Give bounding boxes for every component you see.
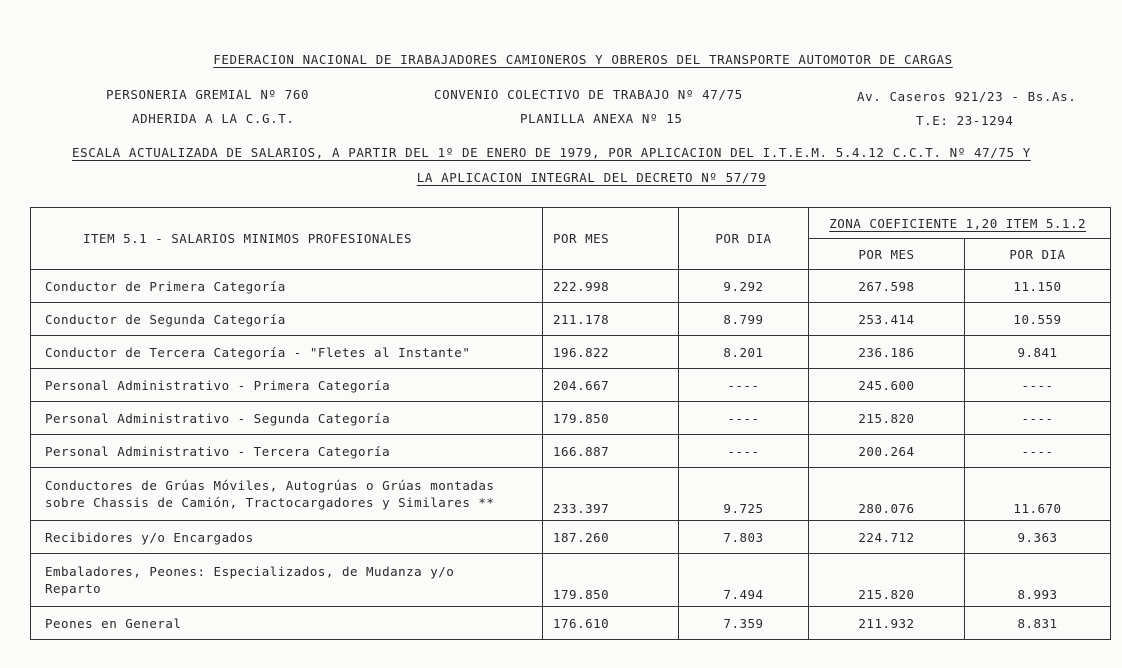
- header-item: ITEM 5.1 - SALARIOS MINIMOS PROFESIONALES: [31, 208, 543, 270]
- row-name-line-1: Embaladores, Peones: Especializados, de Mudanza y/o: [45, 564, 455, 579]
- row-zona-por-mes: 215.820: [809, 402, 965, 435]
- table-row: [31, 303, 1111, 336]
- row-por-mes: 233.397: [543, 468, 679, 521]
- header-zona-por-dia: POR DIA: [965, 239, 1111, 270]
- federation-title: FEDERACION NACIONAL DE IRABAJADORES CAMIONEROS Y OBREROS DEL TRANSPORTE AUTOMOTOR DE CARGAS: [213, 52, 953, 67]
- row-name: [31, 468, 543, 521]
- row-name: Personal Administrativo - Primera Categoría: [31, 369, 543, 402]
- row-name: Recibidores y/o Encargados: [31, 521, 543, 554]
- row-zona-por-dia: 9.363: [965, 521, 1111, 554]
- header-zona: ZONA COEFICIENTE 1,20 ITEM 5.1.2: [809, 208, 1111, 239]
- row-por-dia: 8.799: [679, 303, 809, 336]
- row-por-dia: 9.292: [679, 270, 809, 303]
- table-row: [31, 270, 1111, 303]
- table-row: [31, 521, 1111, 554]
- row-zona-por-mes: 211.932: [809, 607, 965, 640]
- row-por-mes: 211.178: [543, 303, 679, 336]
- row-zona-por-mes: 236.186: [809, 336, 965, 369]
- salary-table: [30, 207, 1111, 640]
- row-name: Personal Administrativo - Segunda Categoría: [31, 402, 543, 435]
- row-por-mes: 179.850: [543, 554, 679, 607]
- row-por-mes: 179.850: [543, 402, 679, 435]
- phone: T.E: 23-1294: [916, 113, 1014, 128]
- row-por-dia: ----: [679, 402, 809, 435]
- row-zona-por-dia: 8.831: [965, 607, 1111, 640]
- adherida-cgt: ADHERIDA A LA C.G.T.: [132, 111, 295, 126]
- row-name-line-2: sobre Chassis de Camión, Tractocargadores y Similares **: [45, 495, 495, 510]
- address: Av. Caseros 921/23 - Bs.As.: [857, 89, 1077, 104]
- row-zona-por-dia: 8.993: [965, 554, 1111, 607]
- table-row: [31, 336, 1111, 369]
- table-row: [31, 402, 1111, 435]
- row-name: [31, 554, 543, 607]
- personeria-gremial: PERSONERIA GREMIAL Nº 760: [106, 87, 310, 102]
- row-zona-por-dia: ----: [965, 402, 1111, 435]
- row-por-mes: 222.998: [543, 270, 679, 303]
- header-zona-por-mes: POR MES: [809, 239, 965, 270]
- table-row: [31, 369, 1111, 402]
- row-zona-por-mes: 224.712: [809, 521, 965, 554]
- header-por-mes: POR MES: [543, 208, 679, 270]
- row-por-mes: 196.822: [543, 336, 679, 369]
- table-row: [31, 468, 1111, 521]
- row-zona-por-mes: 215.820: [809, 554, 965, 607]
- row-por-dia: 7.803: [679, 521, 809, 554]
- row-por-dia: ----: [679, 369, 809, 402]
- header-por-dia: POR DIA: [679, 208, 809, 270]
- row-por-dia: ----: [679, 435, 809, 468]
- row-zona-por-mes: 280.076: [809, 468, 965, 521]
- table-row: [31, 607, 1111, 640]
- row-name: Conductor de Tercera Categoría - "Fletes al Instante": [31, 336, 543, 369]
- row-zona-por-dia: ----: [965, 435, 1111, 468]
- row-zona-por-dia: 10.559: [965, 303, 1111, 336]
- row-name: Conductor de Primera Categoría: [31, 270, 543, 303]
- row-zona-por-mes: 245.600: [809, 369, 965, 402]
- row-por-dia: 8.201: [679, 336, 809, 369]
- convenio-colectivo: CONVENIO COLECTIVO DE TRABAJO Nº 47/75: [434, 87, 743, 102]
- row-por-mes: 187.260: [543, 521, 679, 554]
- row-por-dia: 7.494: [679, 554, 809, 607]
- escala-heading: ESCALA ACTUALIZADA DE SALARIOS, A PARTIR DEL 1º DE ENERO DE 1979, POR APLICACION DEL I.T.E.M. 5.4.12 C.C.T. Nº 47/75 Y: [72, 145, 1031, 160]
- row-name-line-2: Reparto: [45, 581, 102, 596]
- row-zona-por-dia: 11.670: [965, 468, 1111, 521]
- planilla-anexa: PLANILLA ANEXA Nº 15: [520, 111, 683, 126]
- row-name: Peones en General: [31, 607, 543, 640]
- aplicacion-heading: LA APLICACION INTEGRAL DEL DECRETO Nº 57/79: [416, 170, 767, 185]
- row-por-dia: 7.359: [679, 607, 809, 640]
- row-zona-por-mes: 267.598: [809, 270, 965, 303]
- row-por-mes: 176.610: [543, 607, 679, 640]
- row-por-dia: 9.725: [679, 468, 809, 521]
- row-zona-por-dia: 9.841: [965, 336, 1111, 369]
- row-zona-por-mes: 200.264: [809, 435, 965, 468]
- row-zona-por-dia: ----: [965, 369, 1111, 402]
- row-name-line-1: Conductores de Grúas Móviles, Autogrúas o Grúas montadas: [45, 478, 495, 493]
- table-row: [31, 554, 1111, 607]
- table-row: [31, 435, 1111, 468]
- row-por-mes: 204.667: [543, 369, 679, 402]
- row-por-mes: 166.887: [543, 435, 679, 468]
- row-zona-por-mes: 253.414: [809, 303, 965, 336]
- row-name: Conductor de Segunda Categoría: [31, 303, 543, 336]
- row-zona-por-dia: 11.150: [965, 270, 1111, 303]
- row-name: Personal Administrativo - Tercera Categoría: [31, 435, 543, 468]
